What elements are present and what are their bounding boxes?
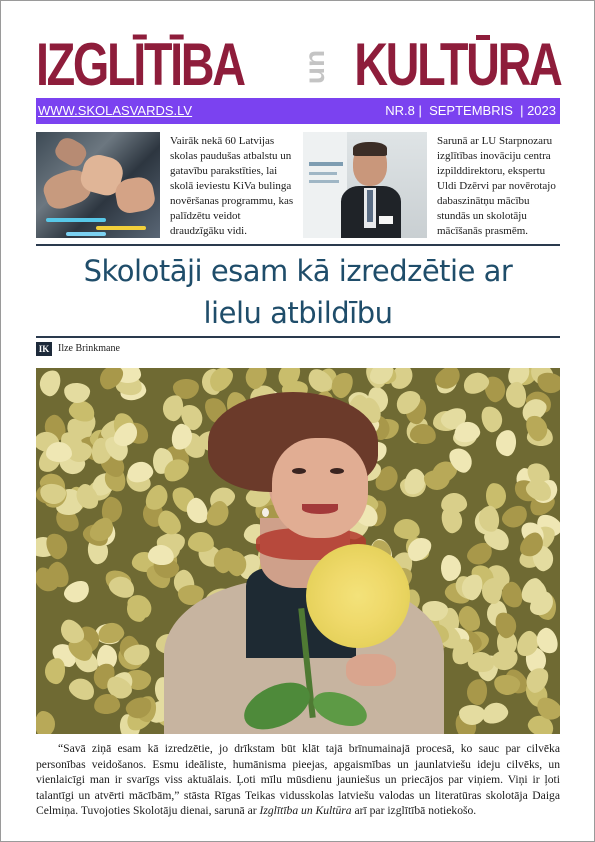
leaf-shape xyxy=(46,442,72,462)
leaf-shape xyxy=(63,382,90,404)
leaf-shape xyxy=(36,711,55,734)
teaser-image-children-hands[interactable] xyxy=(36,132,160,238)
leaf-shape xyxy=(459,705,485,725)
article-headline[interactable]: Skolotāji esam kā izredzētie ar lielu atbildību xyxy=(83,254,513,330)
leaf-shape xyxy=(424,470,451,491)
leaf-shape xyxy=(479,404,505,435)
teaser-text-kiva[interactable]: Vairāk nekā 60 Latvijas skolas paudušas atbalstu un gatavību parakstīties, lai skolā ieviestu KiVa bulinga novēršanas programmu, kas palīdzētu veidot draudzīgāku vidi. xyxy=(170,135,294,237)
masthead xyxy=(36,31,560,98)
author-name: Ilze Brinkmane xyxy=(58,343,120,354)
divider-top xyxy=(36,244,560,246)
publication-name: Izglītība un Kultūra xyxy=(259,804,352,817)
leaf-shape xyxy=(37,368,63,398)
ik-badge: IK xyxy=(36,342,52,356)
divider-headline xyxy=(36,336,560,338)
leaf-shape xyxy=(495,429,517,457)
issue-bar xyxy=(36,98,560,124)
leaf-shape xyxy=(44,657,67,685)
article-intro: “Savā ziņā esam kā izredzētie, jo drīkstam būt klāt tajā brīnumainajā procesā, ko sauc par cilvēka personības veidošanos. Esmu ideāliste, humānisma pieejas, apgaismības un jaunlatviešu ideju cilvēks, un vienlaicīgi man ir svarīgs viss aktuālais. Ļoti mīlu mūsdienu jauniešus un priecājos par viņiem. Viņi ir ļoti talantīgi un atvērti mācībām,” stāsta Rīgas Teikas vidusskolas latviešu valodas un literatūras skolotāja Daiga Celmiņa. Tuvojoties Skolotāju dienai, sarunā ar Izglītība un Kultūra arī par izglītībā notiekošo. xyxy=(36,742,560,817)
website-link[interactable]: WWW.SKOLASVARDS.LV xyxy=(38,103,193,118)
main-photo-woman-with-dahlia xyxy=(36,368,560,734)
leaf-shape xyxy=(440,492,467,514)
masthead-title-left: IZGLĪTĪBA xyxy=(36,31,244,98)
masthead-title-right: KULTŪRA xyxy=(353,31,560,98)
teaser-text-interview[interactable]: Sarunā ar LU Starpnozaru izglītības inovāciju centra izpilddirektoru, ekspertu Uldi Dzērvi par novērotajo dabaszinātņu mācību stundās un skolotāju mācīšanās prasmēm. xyxy=(437,135,556,237)
leaf-shape xyxy=(187,531,214,552)
leaf-shape xyxy=(466,678,489,706)
leaf-shape xyxy=(482,578,502,604)
masthead-title-middle: un xyxy=(299,49,331,85)
teaser-image-man-portrait[interactable] xyxy=(303,132,427,238)
issue-info: NR.8 | SEPTEMBRIS | 2023 xyxy=(385,103,556,118)
leaf-shape xyxy=(43,530,71,561)
